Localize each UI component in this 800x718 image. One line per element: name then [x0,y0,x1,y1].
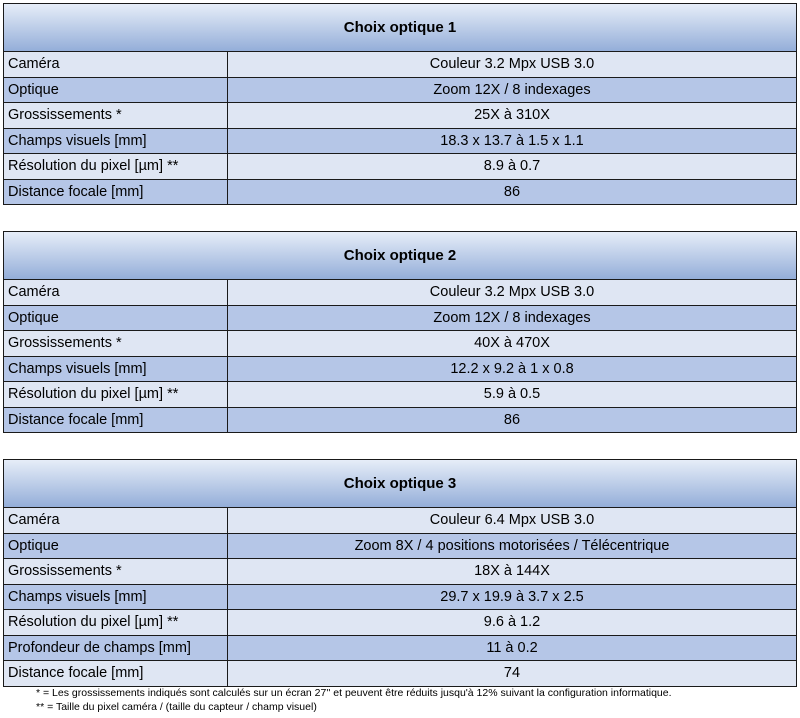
table-row [4,52,797,78]
table-row [4,103,797,129]
row-label: Distance focale [mm] [4,661,228,687]
table-row [4,280,797,306]
row-label: Optique [4,305,228,331]
row-label: Distance focale [mm] [4,179,228,205]
table-row [4,77,797,103]
table-title: Choix optique 3 [3,459,797,507]
row-label: Résolution du pixel [µm] ** [4,154,228,180]
footnote-pixel-size: ** = Taille du pixel caméra / (taille du capteur / champ visuel) [36,701,317,713]
table-row [4,584,797,610]
row-value: 18.3 x 13.7 à 1.5 x 1.1 [228,128,797,154]
table-title: Choix optique 2 [3,231,797,279]
table-choix-optique-1 [3,3,797,205]
row-label: Grossissements * [4,559,228,585]
row-value: 86 [228,179,797,205]
row-label: Profondeur de champs [mm] [4,635,228,661]
table-row [4,331,797,357]
table-row [4,559,797,585]
table-row [4,154,797,180]
row-label: Champs visuels [mm] [4,584,228,610]
row-label: Résolution du pixel [µm] ** [4,382,228,408]
row-value: Couleur 3.2 Mpx USB 3.0 [228,52,797,78]
table-row [4,128,797,154]
row-label: Grossissements * [4,331,228,357]
table-row [4,305,797,331]
row-value: Couleur 3.2 Mpx USB 3.0 [228,280,797,306]
row-value: Zoom 12X / 8 indexages [228,305,797,331]
spec-table [3,507,797,687]
row-value: 9.6 à 1.2 [228,610,797,636]
row-label: Caméra [4,52,228,78]
row-label: Caméra [4,280,228,306]
row-value: 86 [228,407,797,433]
row-label: Champs visuels [mm] [4,356,228,382]
row-label: Grossissements * [4,103,228,129]
row-value: 8.9 à 0.7 [228,154,797,180]
table-row [4,356,797,382]
row-value: 40X à 470X [228,331,797,357]
table-row [4,610,797,636]
row-value: 18X à 144X [228,559,797,585]
row-label: Résolution du pixel [µm] ** [4,610,228,636]
row-label: Optique [4,77,228,103]
row-value: Zoom 12X / 8 indexages [228,77,797,103]
footnote-magnification: * = Les grossissements indiqués sont calculés sur un écran 27'' et peuvent être réduits jusqu'à 12% suivant la configuration informatique. [36,687,672,699]
row-label: Caméra [4,508,228,534]
table-title: Choix optique 1 [3,3,797,51]
row-value: 5.9 à 0.5 [228,382,797,408]
row-value: 12.2 x 9.2 à 1 x 0.8 [228,356,797,382]
row-value: 11 à 0.2 [228,635,797,661]
row-label: Distance focale [mm] [4,407,228,433]
row-value: 25X à 310X [228,103,797,129]
footnotes [36,686,672,714]
spec-table [3,51,797,205]
row-value: 29.7 x 19.9 à 3.7 x 2.5 [228,584,797,610]
table-row [4,382,797,408]
table-choix-optique-2 [3,231,797,433]
table-row [4,508,797,534]
table-choix-optique-3 [3,459,797,687]
table-row [4,635,797,661]
spec-table [3,279,797,433]
row-value: Couleur 6.4 Mpx USB 3.0 [228,508,797,534]
table-row [4,407,797,433]
table-row [4,661,797,687]
row-label: Champs visuels [mm] [4,128,228,154]
table-row [4,179,797,205]
row-value: 74 [228,661,797,687]
row-value: Zoom 8X / 4 positions motorisées / Télécentrique [228,533,797,559]
row-label: Optique [4,533,228,559]
table-row [4,533,797,559]
